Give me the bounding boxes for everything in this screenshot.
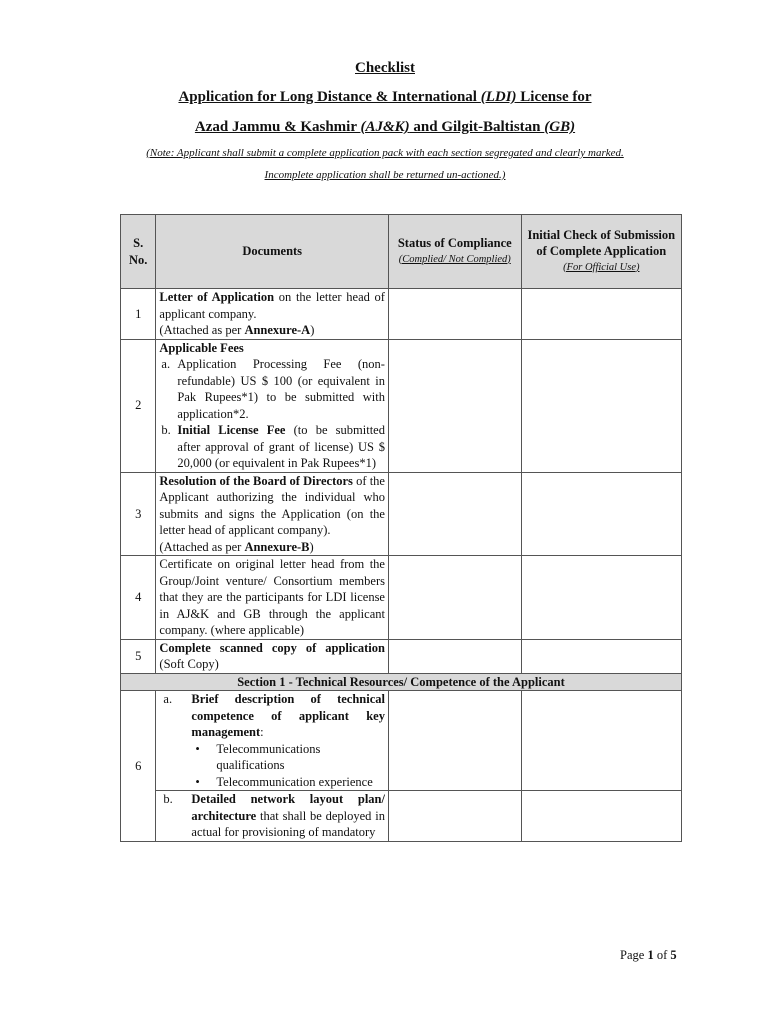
row-document: Applicable Fees a. Application Processing Fee (non-refundable) US $ 100 (or equivalent in Pak Rupees*1) to be submitted with application*2. b. Initial License Fee (to be submitted after approval of grant of license) US $ 20,000 (or equivalent in Pak Rupees*1) [156,339,389,472]
official-check-cell [521,791,681,842]
row-document: a. Brief description of technical competence of applicant key management: • Telecommunications qualifications • Telecommunication experience [156,691,389,791]
official-check-cell [521,639,681,673]
sub-item-label: a. [163,692,173,706]
status-cell[interactable] [388,289,521,340]
page-number: Page 1 of 5 [620,948,677,962]
table-row [121,639,682,673]
note-line-1: (Note: Applicant shall submit a complete application pack with each section segregated and clearly marked. [146,147,624,159]
application-title-line: Application for Long Distance & International (LDI) License for [178,89,592,105]
status-cell[interactable] [388,639,521,673]
row-sno: 3 [121,472,156,556]
status-cell[interactable] [388,691,521,791]
header-documents: Documents [156,215,389,289]
row-document: Resolution of the Board of Directors of the Applicant authorizing the individual who submits and signs the Application (on the letter head of applicant company). (Attached as per Annexure-B) [156,472,389,556]
list-item: b. Initial License Fee (to be submitted after approval of grant of license) US $ 20,000 (or equivalent in Pak Rupees*1) [161,423,385,470]
official-check-cell [521,472,681,556]
table-header-row [121,215,682,289]
table-row [121,691,682,791]
note-line-2: Incomplete application shall be returned un-actioned.) [264,169,506,181]
list-item: a. Application Processing Fee (non-refundable) US $ 100 (or equivalent in Pak Rupees*1) to be submitted with application*2. [161,357,385,421]
list-item: • Telecommunication experience [191,774,385,791]
status-cell[interactable] [388,472,521,556]
header-status: Status of Compliance (Complied/ Not Complied) [388,215,521,289]
official-check-cell [521,556,681,640]
official-check-cell [521,339,681,472]
table-row [121,556,682,640]
row-document: Certificate on original letter head from the Group/Joint venture/ Consortium members that they are the participants for LDI license in AJ&K and GB through the applicant company. (where applicable) [156,556,389,640]
header-initial-check: Initial Check of Submission of Complete Application (For Official Use) [521,215,681,289]
row-document: b. Detailed network layout plan/ architecture that shall be deployed in actual for provisioning of mandatory [156,791,389,842]
list-item: • Telecommunications qualifications [191,741,385,774]
official-check-cell [521,691,681,791]
section-1-title: Section 1 - Technical Resources/ Competence of the Applicant [121,673,682,691]
sub-item-label: b. [163,792,173,806]
table-row [121,339,682,472]
checklist-table [120,214,682,842]
status-cell[interactable] [388,339,521,472]
row-sno: 4 [121,556,156,640]
official-check-cell [521,289,681,340]
status-cell[interactable] [388,556,521,640]
table-row [121,791,682,842]
row-document: Letter of Application on the letter head of applicant company. (Attached as per Annexure-A) [156,289,389,340]
row-sno: 6 [121,691,156,842]
section-header-row [121,673,682,691]
checklist-title: Checklist [355,60,415,76]
region-title-line: Azad Jammu & Kashmir (AJ&K) and Gilgit-Baltistan (GB) [194,119,576,135]
header-sno: S. No. [121,215,156,289]
row-document: Complete scanned copy of application (Soft Copy) [156,639,389,673]
row-sno: 5 [121,639,156,673]
table-row [121,472,682,556]
row-sno: 2 [121,339,156,472]
table-row [121,289,682,340]
status-cell[interactable] [388,791,521,842]
row-sno: 1 [121,289,156,340]
